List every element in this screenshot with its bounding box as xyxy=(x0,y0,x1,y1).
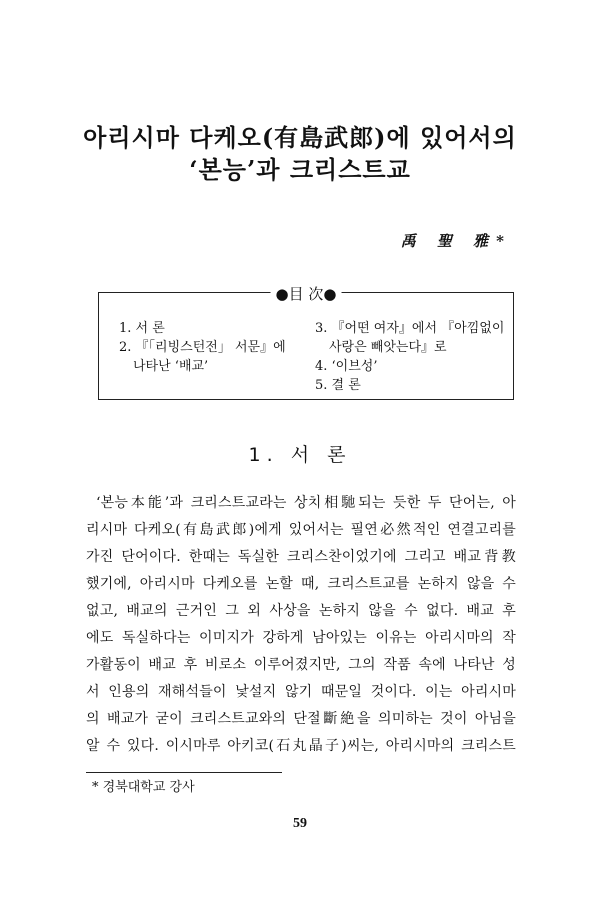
body-line: 가진 단어이다. 한때는 독실한 크리스찬이었기에 그리고 배교背教 xyxy=(86,549,516,565)
toc-item: 3. 『어떤 여자』에서 『아낌없이 xyxy=(315,321,505,336)
toc-item: 1. 서 론 xyxy=(119,321,165,336)
article-title-line-2: ‘본능’과 크리스트교 xyxy=(189,155,411,184)
toc-item: 2. 『「리빙스턴전」 서문』에 xyxy=(119,340,286,355)
body-line: 알 수 있다. 이시마루 아키코(石丸晶子)씨는, 아리시마의 크리스트 xyxy=(86,738,516,754)
body-line: 했기에, 아리시마 다케오를 논할 때, 크리스트교를 논하지 않을 수 xyxy=(86,576,516,592)
footnote-divider xyxy=(86,772,282,773)
footnote: * 경북대학교 강사 xyxy=(92,780,195,795)
section-heading: 1. 서 론 xyxy=(248,444,352,466)
toc-left-column xyxy=(119,319,286,376)
body-line: ‘본능本能’과 크리스트교라는 상치相馳되는 듯한 두 단어는, 아 xyxy=(96,495,516,511)
body-line: 의 배교가 굳이 크리스트교와의 단절斷絶을 의미하는 것이 아님을 xyxy=(86,711,516,727)
table-of-contents xyxy=(98,285,514,400)
article-title-line-1: 아리시마 다케오(有島武郎)에 있어서의 xyxy=(83,123,517,152)
author-name: 禹 聖 雅* xyxy=(400,232,512,250)
toc-right-column xyxy=(315,319,504,395)
toc-item: 나타난 ‘배교’ xyxy=(133,359,209,374)
body-paragraph xyxy=(86,490,516,760)
toc-item: 5. 결 론 xyxy=(315,378,361,393)
body-line: 없고, 배교의 근거인 그 외 사상을 논하지 않을 수 없다. 배교 후 xyxy=(86,603,516,619)
body-line: 서 인용의 재해석들이 낯설지 않기 때문일 것이다. 이는 아리시마 xyxy=(86,684,516,700)
page-number: 59 xyxy=(293,816,307,831)
body-line: 가활동이 배교 후 비로소 이루어졌지만, 그의 작품 속에 나타난 성 xyxy=(86,657,516,673)
toc-heading: ●目 次● xyxy=(271,283,342,304)
toc-item: 4. ‘이브성’ xyxy=(315,359,378,374)
body-line: 리시마 다케오(有島武郎)에게 있어서는 필연必然적인 연결고리를 xyxy=(86,522,516,538)
body-line: 에도 독실하다는 이미지가 강하게 남아있는 이유는 아리시마의 작 xyxy=(86,630,516,646)
toc-item: 사랑은 빼앗는다』로 xyxy=(329,340,447,355)
